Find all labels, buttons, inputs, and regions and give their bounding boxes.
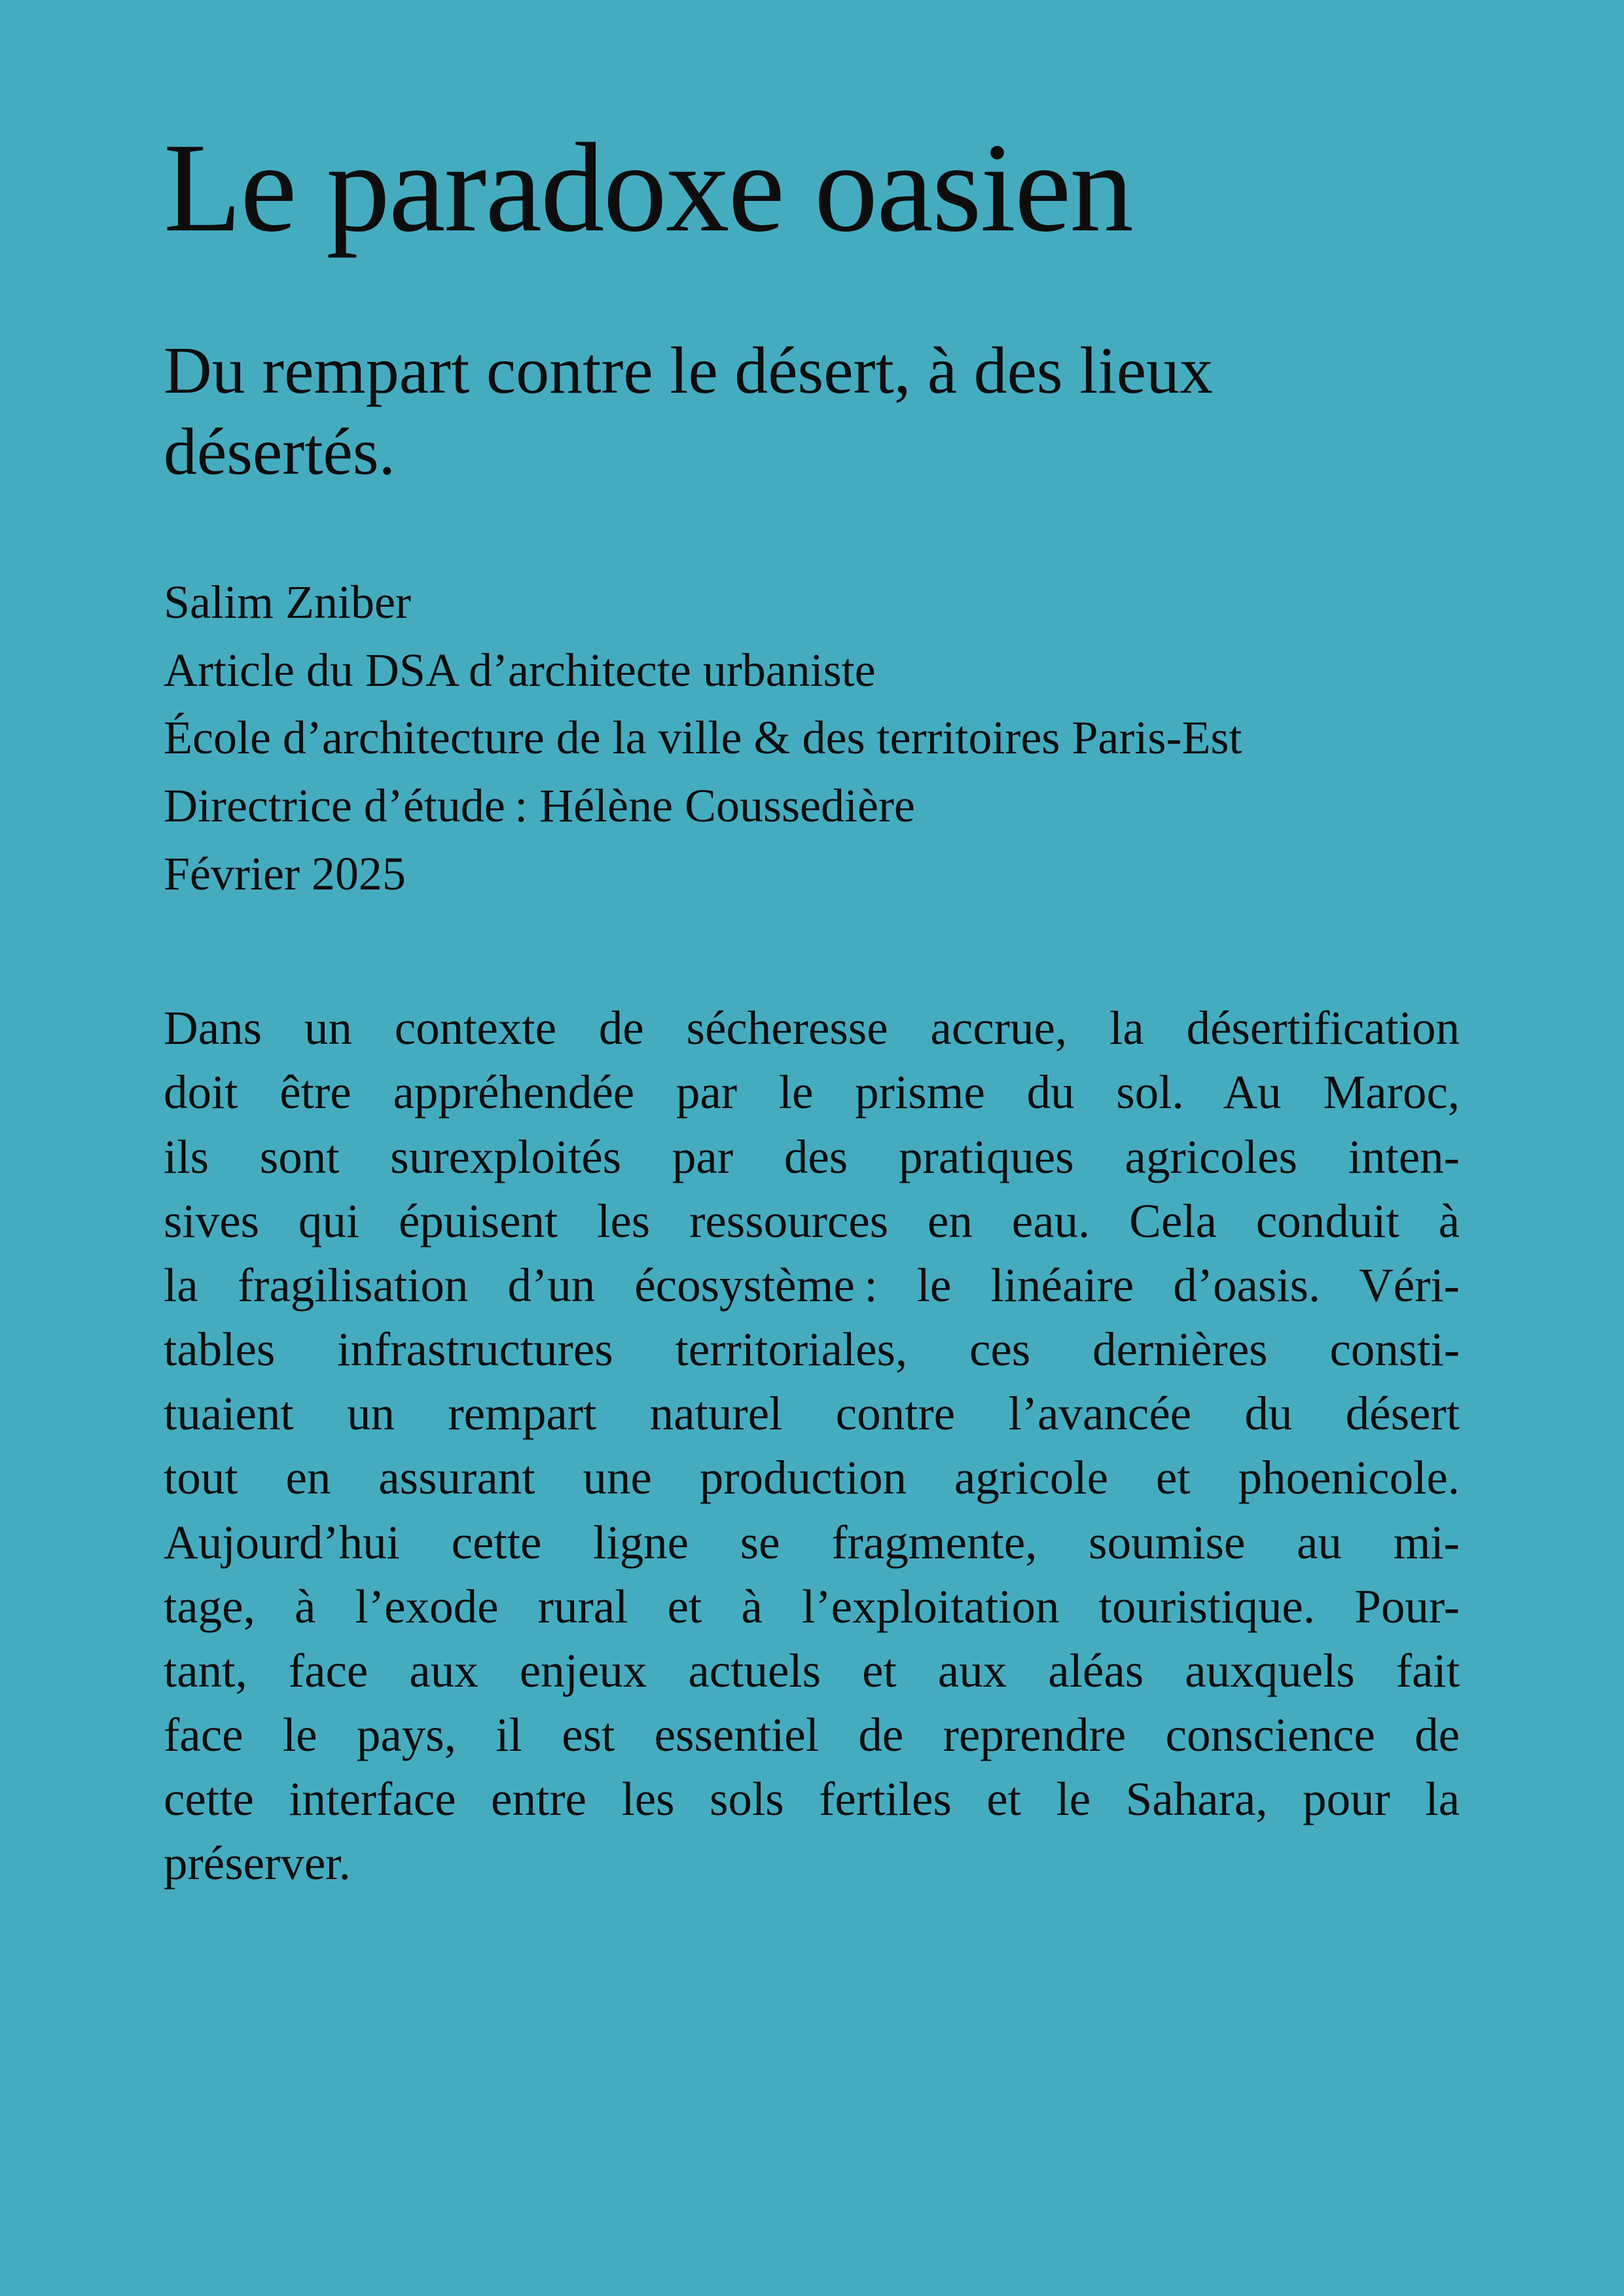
body-line: sives qui épuisent les ressources en eau. Cela conduit à <box>164 1194 1460 1247</box>
body-line: tuaient un rempart naturel contre l’avancée du désert <box>164 1387 1460 1441</box>
body-line: tant, face aux enjeux actuels et aux aléas auxquels fait <box>164 1643 1460 1697</box>
body-line: tout en assurant une production agricole et phoenicole. <box>164 1451 1460 1505</box>
body-line: la fragilisation d’un écosystème : le linéaire d’oasis. Véri- <box>164 1258 1460 1312</box>
article-title: Le paradoxe oasien <box>164 117 1132 259</box>
body-line: doit être appréhendée par le prisme du sol. Au Maroc, <box>164 1066 1460 1119</box>
byline-line: Salim Zniber <box>164 575 411 628</box>
byline-block <box>164 569 1460 908</box>
body-line: face le pays, il est essentiel de reprendre conscience de <box>164 1708 1460 1762</box>
body-line: cette interface entre les sols fertiles et le Sahara, pour la <box>164 1772 1460 1826</box>
byline-line: Directrice d’étude : Hélène Coussedière <box>164 779 915 832</box>
body-line: tables infrastructures territoriales, ces dernières consti- <box>164 1323 1460 1376</box>
subtitle-line: Du rempart contre le désert, à des lieux <box>164 334 1214 408</box>
article-subtitle <box>164 331 1460 493</box>
body-line: tage, à l’exode rural et à l’exploitation touristique. Pour- <box>164 1579 1460 1633</box>
subtitle-line: désertés. <box>164 415 396 490</box>
body-line: Dans un contexte de sécheresse accrue, la désertification <box>164 1001 1460 1055</box>
body-line: préserver. <box>164 1837 351 1890</box>
body-line: ils sont surexploités par des pratiques agricoles inten- <box>164 1130 1460 1183</box>
byline-line: Février 2025 <box>164 847 406 900</box>
body-paragraph <box>164 996 1460 1895</box>
byline-line: École d’architecture de la ville & des territoires Paris-Est <box>164 711 1242 764</box>
byline-line: Article du DSA d’architecte urbaniste <box>164 643 876 696</box>
body-line: Aujourd’hui cette ligne se fragmente, soumise au mi- <box>164 1515 1460 1569</box>
